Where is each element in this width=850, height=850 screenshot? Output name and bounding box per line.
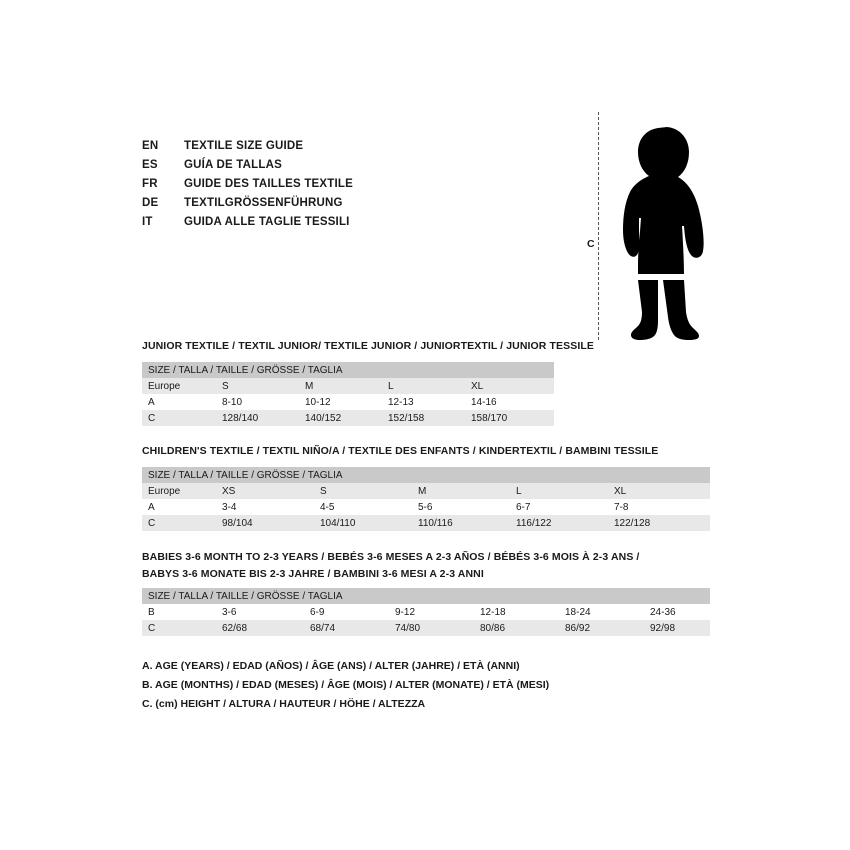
cell: 14-16: [471, 394, 554, 410]
language-row: [142, 216, 472, 235]
cell: 3-4: [222, 499, 320, 515]
cell: XL: [614, 483, 710, 499]
section-title-babies-line2: BABYS 3-6 MONATE BIS 2-3 JAHRE / BAMBINI 3-6 MESI A 2-3 ANNI: [142, 568, 484, 580]
cell: 86/92: [565, 620, 650, 636]
section-title-children: CHILDREN'S TEXTILE / TEXTIL NIÑO/A / TEXTILE DES ENFANTS / KINDERTEXTIL / BAMBINI TESSILE: [142, 445, 659, 457]
cell: 18-24: [565, 604, 650, 620]
row-label: Europe: [142, 378, 222, 394]
table-row: [142, 604, 710, 620]
cell: 9-12: [395, 604, 480, 620]
table-row: [142, 378, 554, 394]
language-row: [142, 140, 472, 159]
cell: 110/116: [418, 515, 516, 531]
language-code-de: DE: [142, 197, 159, 209]
legend-block: [142, 657, 549, 714]
cell: 6-9: [310, 604, 395, 620]
cell: 5-6: [418, 499, 516, 515]
cell: M: [418, 483, 516, 499]
cell: 98/104: [222, 515, 320, 531]
cell: 74/80: [395, 620, 480, 636]
cell: 140/152: [305, 410, 388, 426]
cell: 152/158: [388, 410, 471, 426]
row-label: C: [142, 515, 222, 531]
cell: 92/98: [650, 620, 710, 636]
table-babies: [142, 588, 710, 636]
cell: S: [320, 483, 418, 499]
table-header-row: [142, 467, 710, 483]
language-header-block: [142, 140, 472, 235]
row-label: Europe: [142, 483, 222, 499]
cell: 80/86: [480, 620, 565, 636]
cell: M: [305, 378, 388, 394]
cell: 128/140: [222, 410, 305, 426]
table-row: [142, 499, 710, 515]
row-label: C: [142, 620, 222, 636]
cell: 7-8: [614, 499, 710, 515]
cell: 12-13: [388, 394, 471, 410]
row-label: B: [142, 604, 222, 620]
cell: 116/122: [516, 515, 614, 531]
table-row: [142, 515, 710, 531]
language-code-it: IT: [142, 216, 153, 228]
language-code-en: EN: [142, 140, 159, 152]
legend-item-height: C. (cm) HEIGHT / ALTURA / HAUTEUR / HÖHE / ALTEZZA: [142, 698, 426, 710]
cell: 3-6: [222, 604, 310, 620]
row-label: C: [142, 410, 222, 426]
language-text-de: TEXTILGRÖSSENFÜHRUNG: [184, 197, 343, 209]
language-row: [142, 197, 472, 216]
cell: 62/68: [222, 620, 310, 636]
size-header-cell: SIZE / TALLA / TAILLE / GRÖSSE / TAGLIA: [142, 362, 554, 378]
height-measure-line: [598, 112, 599, 340]
language-text-fr: GUIDE DES TAILLES TEXTILE: [184, 178, 353, 190]
section-title-babies-line1: BABIES 3-6 MONTH TO 2-3 YEARS / BEBÉS 3-6 MESES A 2-3 AÑOS / BÉBÉS 3-6 MOIS À 2-3 ANS /: [142, 551, 640, 563]
language-text-es: GUÍA DE TALLAS: [184, 159, 282, 171]
cell: 24-36: [650, 604, 710, 620]
table-header-row: [142, 362, 554, 378]
cell: 12-18: [480, 604, 565, 620]
language-code-fr: FR: [142, 178, 158, 190]
legend-item-age-years: A. AGE (YEARS) / EDAD (AÑOS) / ÂGE (ANS) / ALTER (JAHRE) / ETÀ (ANNI): [142, 660, 520, 672]
cell: 4-5: [320, 499, 418, 515]
child-figure-diagram: [560, 112, 740, 352]
section-title-junior: JUNIOR TEXTILE / TEXTIL JUNIOR/ TEXTILE JUNIOR / JUNIORTEXTIL / JUNIOR TESSILE: [142, 340, 594, 352]
table-row: [142, 410, 554, 426]
section-title-babies: [142, 549, 639, 583]
cell: 6-7: [516, 499, 614, 515]
table-row: [142, 483, 710, 499]
table-row: [142, 620, 710, 636]
cell: 10-12: [305, 394, 388, 410]
cell: S: [222, 378, 305, 394]
table-children: [142, 467, 710, 531]
cell: 104/110: [320, 515, 418, 531]
height-measure-label: C: [587, 238, 595, 250]
row-label: A: [142, 394, 222, 410]
table-row: [142, 394, 554, 410]
legend-item-age-months: B. AGE (MONTHS) / EDAD (MESES) / ÂGE (MOIS) / ALTER (MONATE) / ETÀ (MESI): [142, 679, 550, 691]
child-silhouette-icon: [612, 122, 722, 347]
language-code-es: ES: [142, 159, 158, 171]
language-row: [142, 159, 472, 178]
cell: XL: [471, 378, 554, 394]
cell: L: [516, 483, 614, 499]
cell: 158/170: [471, 410, 554, 426]
cell: XS: [222, 483, 320, 499]
table-junior: [142, 362, 554, 426]
language-text-it: GUIDA ALLE TAGLIE TESSILI: [184, 216, 350, 228]
language-row: [142, 178, 472, 197]
cell: 122/128: [614, 515, 710, 531]
row-label: A: [142, 499, 222, 515]
size-header-cell: SIZE / TALLA / TAILLE / GRÖSSE / TAGLIA: [142, 467, 710, 483]
cell: 68/74: [310, 620, 395, 636]
cell: L: [388, 378, 471, 394]
size-header-cell: SIZE / TALLA / TAILLE / GRÖSSE / TAGLIA: [142, 588, 710, 604]
table-header-row: [142, 588, 710, 604]
language-text-en: TEXTILE SIZE GUIDE: [184, 140, 304, 152]
cell: 8-10: [222, 394, 305, 410]
